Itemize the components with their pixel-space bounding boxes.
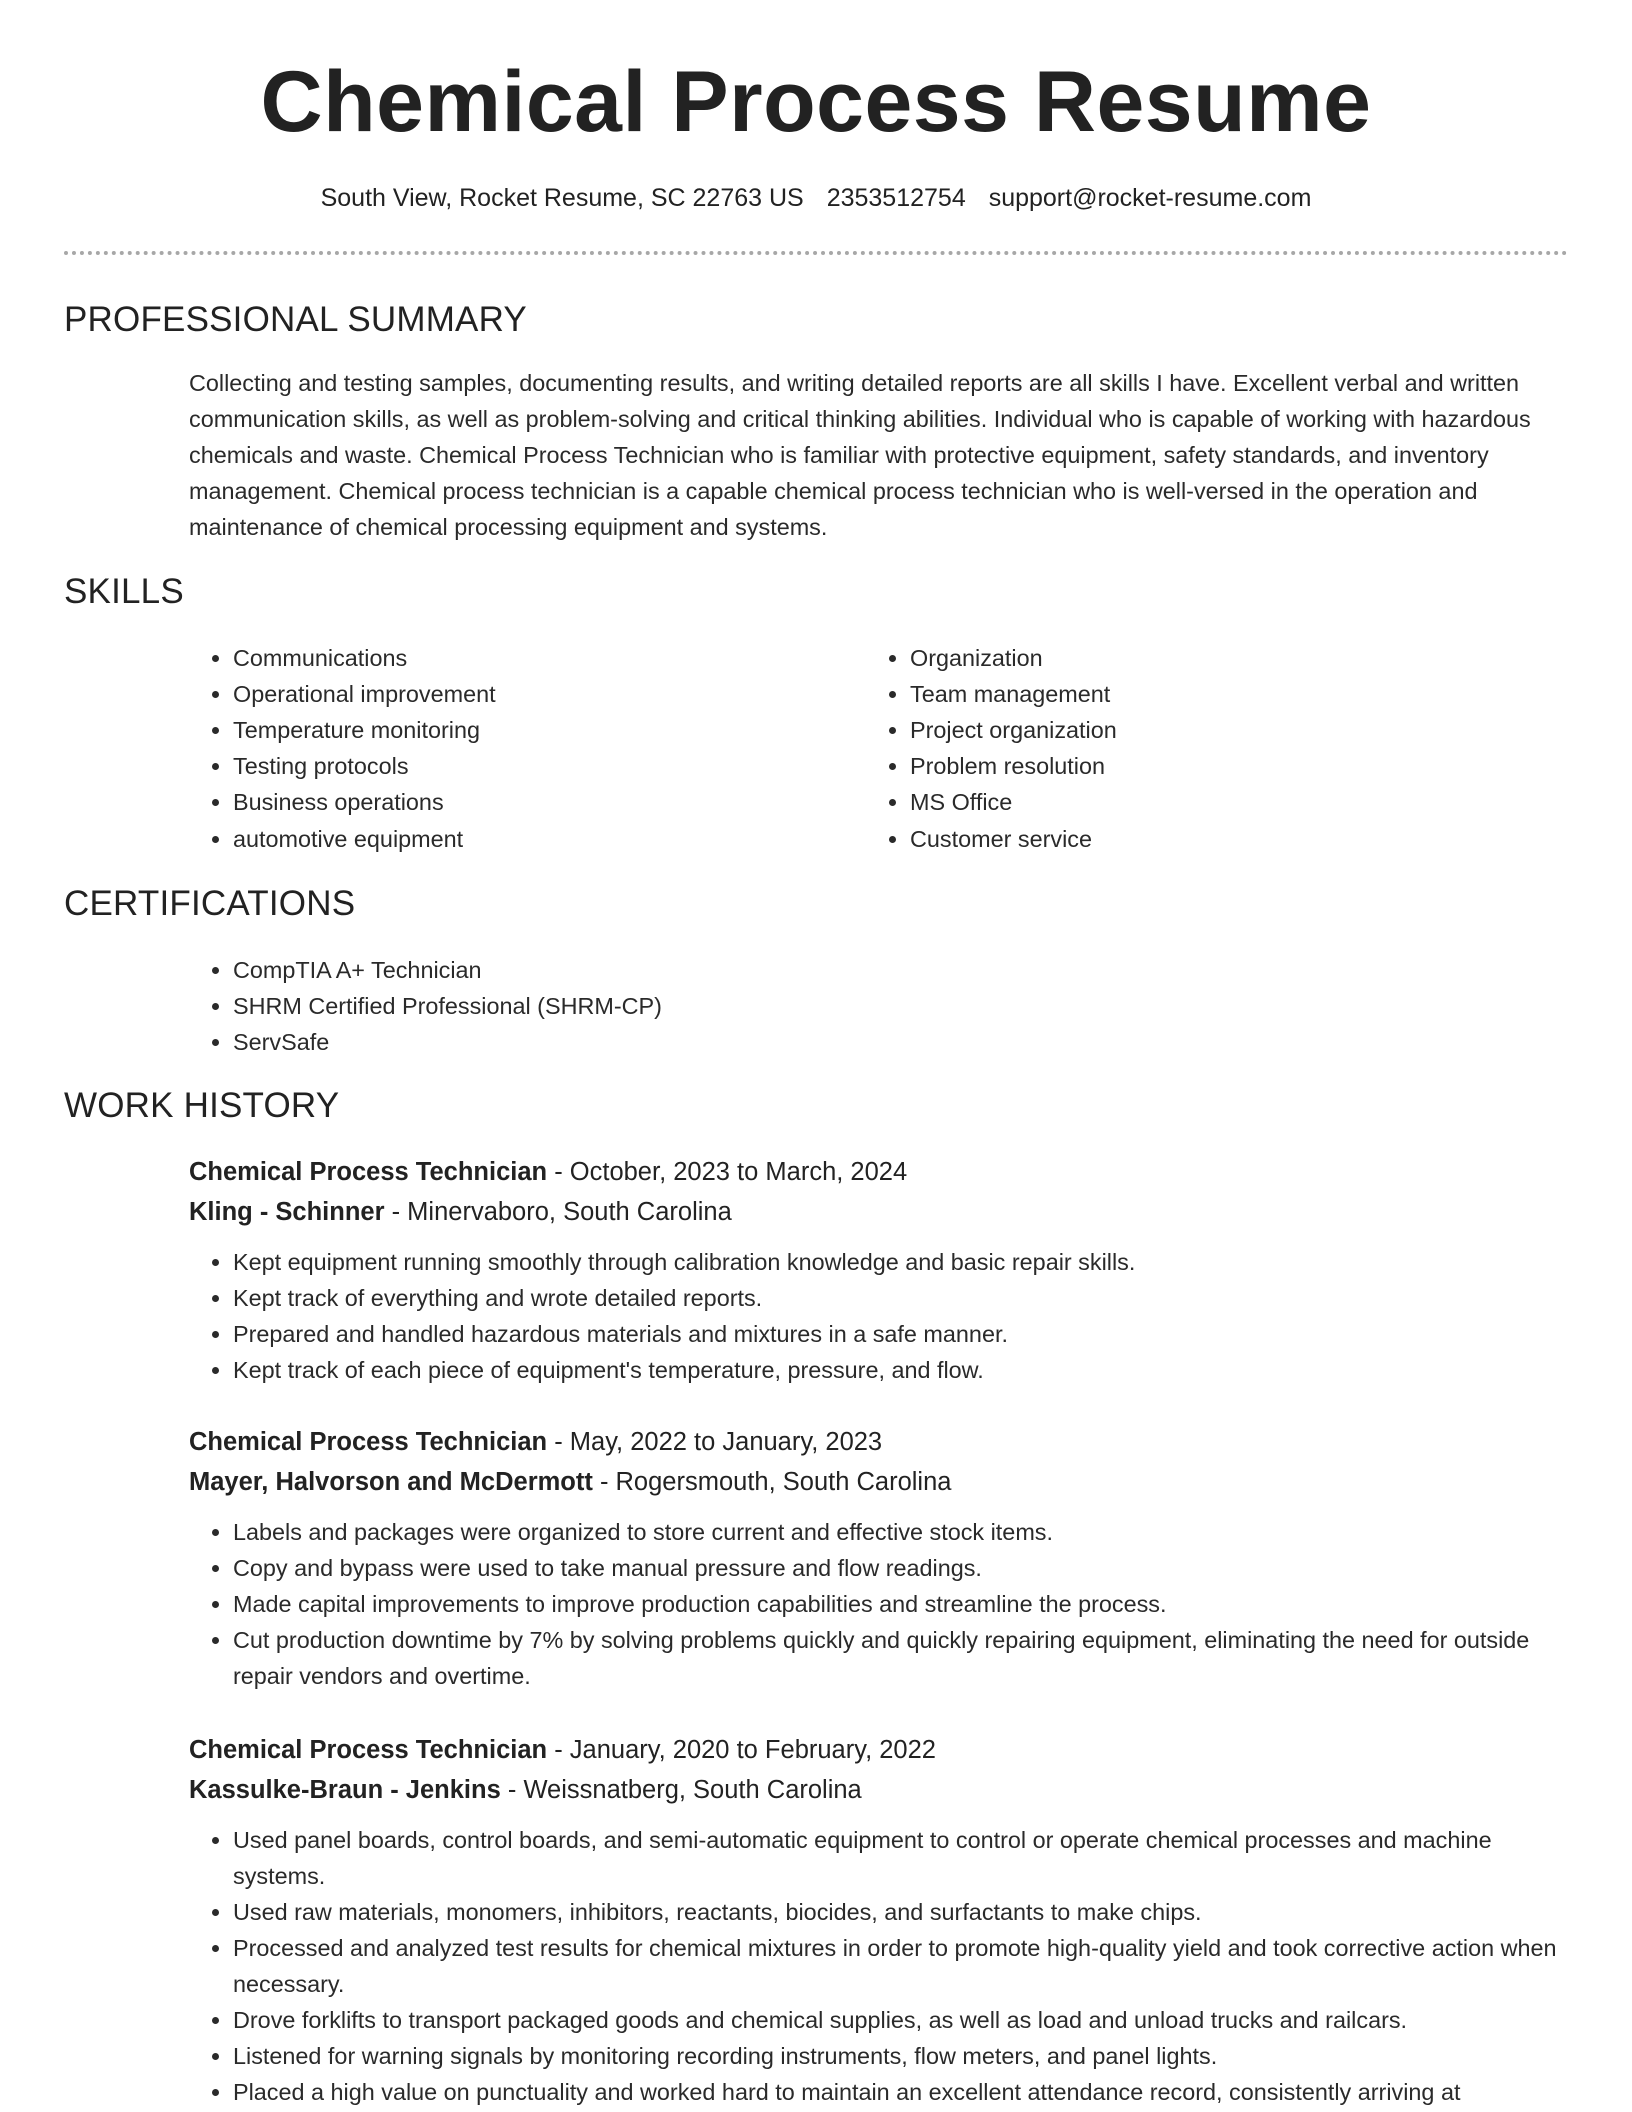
- job-title: Chemical Process Technician: [189, 1428, 548, 1456]
- contact-line: [0, 180, 1632, 216]
- section-title-skills: SKILLS: [64, 572, 184, 611]
- job-company: Kling - Schinner: [189, 1198, 385, 1226]
- job-bullet: • Made capital improvements to improve production capabilities and streamline the process.: [233, 1586, 1559, 1622]
- certification-item: • SHRM Certified Professional (SHRM-CP): [233, 988, 662, 1024]
- job-bullets: [189, 1244, 1559, 1388]
- skill-item: • Business operations: [233, 784, 829, 820]
- job-bullet: • Kept track of each piece of equipment's temperature, pressure, and flow.: [233, 1352, 1559, 1388]
- job-entry: [189, 1730, 1559, 2110]
- job-bullet: • Copy and bypass were used to take manual pressure and flow readings.: [233, 1550, 1559, 1586]
- job-entry: [189, 1152, 1559, 1388]
- skills-column-left: [189, 640, 829, 857]
- certifications-block: [189, 952, 662, 1060]
- job-title-line: [189, 1422, 1559, 1462]
- skill-item: • MS Office: [910, 784, 1546, 820]
- job-dates: - January, 2020 to February, 2022: [547, 1736, 936, 1764]
- skill-item: • Customer service: [910, 821, 1546, 857]
- job-dates: - May, 2022 to January, 2023: [547, 1428, 883, 1456]
- job-company: Kassulke-Braun - Jenkins: [189, 1776, 501, 1804]
- skill-item: • Problem resolution: [910, 748, 1546, 784]
- job-title: Chemical Process Technician: [189, 1736, 548, 1764]
- job-bullet: • Placed a high value on punctuality and worked hard to maintain an excellent attendance record, consistently arriving at: [233, 2074, 1559, 2110]
- contact-address: South View, Rocket Resume, SC 22763 US: [320, 184, 804, 212]
- job-bullet: • Used panel boards, control boards, and semi-automatic equipment to control or operate chemical processes and machine systems.: [233, 1822, 1559, 1894]
- skills-list-right: [866, 640, 1546, 857]
- certifications-list: [189, 952, 662, 1060]
- job-entry: [189, 1422, 1559, 1694]
- certification-item: • CompTIA A+ Technician: [233, 952, 662, 988]
- section-title-summary: PROFESSIONAL SUMMARY: [64, 300, 527, 339]
- job-bullets: [189, 1822, 1559, 2110]
- skill-item: • Operational improvement: [233, 676, 829, 712]
- job-title-line: [189, 1152, 1559, 1192]
- skills-list-left: [189, 640, 829, 857]
- job-bullet: • Processed and analyzed test results for chemical mixtures in order to promote high-quality yield and took corrective action when necessary.: [233, 1930, 1559, 2002]
- job-title: Chemical Process Technician: [189, 1158, 548, 1186]
- job-bullet: • Kept equipment running smoothly through calibration knowledge and basic repair skills.: [233, 1244, 1559, 1280]
- contact-email: support@rocket-resume.com: [988, 184, 1312, 212]
- section-title-work-history: WORK HISTORY: [64, 1086, 340, 1125]
- job-location: - Minervaboro, South Carolina: [384, 1198, 732, 1226]
- skill-item: • Testing protocols: [233, 748, 829, 784]
- job-bullet: • Prepared and handled hazardous materials and mixtures in a safe manner.: [233, 1316, 1559, 1352]
- skill-item: • Temperature monitoring: [233, 712, 829, 748]
- skill-item: • Organization: [910, 640, 1546, 676]
- skill-item: • automotive equipment: [233, 821, 829, 857]
- job-bullets: [189, 1514, 1559, 1694]
- job-location: - Rogersmouth, South Carolina: [592, 1468, 952, 1496]
- job-bullet: • Cut production downtime by 7% by solving problems quickly and quickly repairing equipment, eliminating the need for outside repair vendors and overtime.: [233, 1622, 1559, 1694]
- skill-item: • Communications: [233, 640, 829, 676]
- job-bullet: • Listened for warning signals by monitoring recording instruments, flow meters, and panel lights.: [233, 2038, 1559, 2074]
- job-location: - Weissnatberg, South Carolina: [500, 1776, 862, 1804]
- resume-name: Chemical Process Resume: [260, 54, 1372, 150]
- skills-column-right: [866, 640, 1546, 857]
- job-company-line: [189, 1462, 1559, 1502]
- job-company-line: [189, 1770, 1559, 1810]
- job-company: Mayer, Halvorson and McDermott: [189, 1468, 593, 1496]
- contact-phone: 2353512754: [826, 184, 966, 212]
- section-title-certifications: CERTIFICATIONS: [64, 884, 356, 923]
- header-divider: [64, 251, 1568, 255]
- job-bullet: • Labels and packages were organized to store current and effective stock items.: [233, 1514, 1559, 1550]
- job-dates: - October, 2023 to March, 2024: [547, 1158, 908, 1186]
- skill-item: • Team management: [910, 676, 1546, 712]
- certification-item: • ServSafe: [233, 1024, 662, 1060]
- job-bullet: • Kept track of everything and wrote detailed reports.: [233, 1280, 1559, 1316]
- summary-text: Collecting and testing samples, documenting results, and writing detailed reports are all skills I have. Excellent verbal and written communication skills, as well as problem-solving and critical thinking abilities. Individual who is capable of working with hazardous chemicals and waste. Chemical Process Technician who is familiar with protective equipment, safety standards, and inventory management. Chemical process technician is a capable chemical process technician who is well-versed in the operation and maintenance of chemical processing equipment and systems.: [189, 370, 1531, 540]
- job-bullet: • Used raw materials, monomers, inhibitors, reactants, biocides, and surfactants to make chips.: [233, 1894, 1559, 1930]
- job-company-line: [189, 1192, 1559, 1232]
- job-bullet: • Drove forklifts to transport packaged goods and chemical supplies, as well as load and unload trucks and railcars.: [233, 2002, 1559, 2038]
- skill-item: • Project organization: [910, 712, 1546, 748]
- job-title-line: [189, 1730, 1559, 1770]
